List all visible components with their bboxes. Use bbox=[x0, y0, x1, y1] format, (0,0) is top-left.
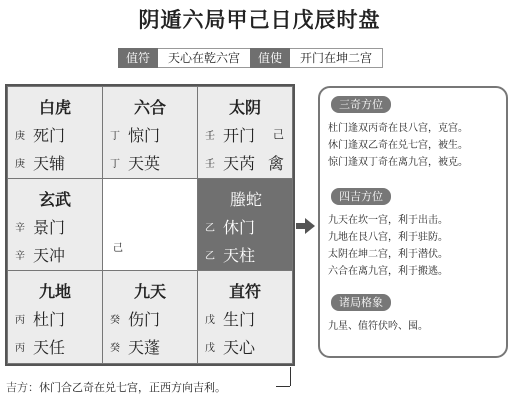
stem-label: 癸 bbox=[110, 315, 120, 326]
sanqi-section-title: 三奇方位 bbox=[331, 96, 391, 113]
stem-label: 癸 bbox=[110, 343, 120, 354]
analysis-panel bbox=[318, 86, 508, 358]
door-label: 景门 bbox=[33, 218, 66, 237]
deity-label: 白虎 bbox=[38, 98, 71, 117]
sisi-line: 太阴在坤二宫，利于潜伏。 bbox=[328, 249, 448, 260]
stem-label: 辛 bbox=[15, 223, 25, 234]
door-label: 休门 bbox=[223, 218, 256, 237]
star-label: 天柱 bbox=[223, 246, 256, 265]
palace-sw bbox=[7, 270, 103, 364]
zhishi-label: 值使 bbox=[250, 48, 290, 68]
sanqi-line: 杜门逢双丙奇在艮八宫，克宫。 bbox=[328, 123, 468, 134]
sisi-line: 六合在离九宫，利于搬逃。 bbox=[328, 266, 448, 277]
stem-label: 乙 bbox=[205, 223, 215, 234]
stem-label: 戊 bbox=[205, 343, 215, 354]
zhishi-value: 开门在坤二宫 bbox=[290, 48, 383, 68]
sisi-line: 九天在坎一宫，利于出击。 bbox=[328, 215, 448, 226]
sanqi-section-lines bbox=[328, 120, 468, 171]
palace-center bbox=[102, 178, 198, 271]
auspicious-text: 休门合乙奇在兑七宫，正西方向吉利。 bbox=[39, 381, 226, 394]
sisi-line: 九地在艮八宫，利于驻防。 bbox=[328, 232, 448, 243]
door-label: 开门 bbox=[223, 126, 256, 145]
center-stem-label: 己 bbox=[113, 243, 123, 254]
auspicious-direction-note bbox=[6, 379, 226, 395]
extra-star-label: 禽 bbox=[267, 154, 284, 173]
door-label: 杜门 bbox=[33, 310, 66, 329]
palace-nw bbox=[7, 86, 103, 179]
door-label: 生门 bbox=[223, 310, 256, 329]
deity-label: 九天 bbox=[133, 282, 166, 301]
sisi-section-lines bbox=[328, 212, 448, 280]
connector-horizontal-line bbox=[276, 386, 290, 387]
connector-vertical-line bbox=[290, 367, 291, 386]
stem-label: 乙 bbox=[205, 251, 215, 262]
deity-label: 螣蛇 bbox=[230, 190, 263, 209]
sanqi-line: 休门逢双乙奇在兑七宫，被生。 bbox=[328, 140, 468, 151]
deity-label: 玄武 bbox=[38, 190, 71, 209]
star-label: 天蓬 bbox=[128, 338, 161, 357]
auspicious-label: 吉方： bbox=[6, 381, 39, 394]
sanqi-line: 惊门逢双丁奇在离九宫，被克。 bbox=[328, 157, 468, 168]
door-label: 死门 bbox=[33, 126, 66, 145]
sisi-section-title: 四吉方位 bbox=[331, 188, 391, 205]
geju-line: 九星、值符伏吟、囤。 bbox=[328, 321, 428, 332]
palace-n bbox=[102, 86, 198, 179]
stem-label: 壬 bbox=[205, 159, 215, 170]
zhifu-label: 值符 bbox=[118, 48, 158, 68]
stem-label: 庚 bbox=[15, 131, 25, 142]
stem-label: 丁 bbox=[110, 131, 120, 142]
geju-section-title: 诸局格象 bbox=[331, 294, 391, 311]
star-label: 天芮 bbox=[223, 154, 256, 173]
palace-s bbox=[102, 270, 198, 364]
star-label: 天心 bbox=[223, 338, 256, 357]
zhi-info-bar bbox=[118, 48, 383, 68]
deity-label: 九地 bbox=[38, 282, 71, 301]
palace-grid bbox=[5, 84, 295, 366]
zhifu-value: 天心在乾六宫 bbox=[158, 48, 250, 68]
star-label: 天英 bbox=[128, 154, 161, 173]
stem-label: 丙 bbox=[15, 343, 25, 354]
arrow-right-icon bbox=[295, 216, 317, 236]
star-label: 天辅 bbox=[33, 154, 66, 173]
stem-label: 丙 bbox=[15, 315, 25, 326]
palace-se bbox=[197, 270, 293, 364]
star-label: 天冲 bbox=[33, 246, 66, 265]
deity-label: 直符 bbox=[228, 282, 261, 301]
door-label: 惊门 bbox=[128, 126, 161, 145]
geju-section-lines bbox=[328, 318, 428, 335]
palace-e bbox=[197, 178, 293, 271]
star-label: 天任 bbox=[33, 338, 66, 357]
stem-label: 丁 bbox=[110, 159, 120, 170]
stem-label: 戊 bbox=[205, 315, 215, 326]
door-label: 伤门 bbox=[128, 310, 161, 329]
palace-ne bbox=[197, 86, 293, 179]
page-title: 阴遁六局甲己日戊辰时盘 bbox=[138, 8, 381, 32]
palace-w bbox=[7, 178, 103, 271]
stem-label: 壬 bbox=[205, 131, 215, 142]
stem-label: 辛 bbox=[15, 251, 25, 262]
extra-stem-label: 己 bbox=[273, 128, 284, 141]
deity-label: 六合 bbox=[133, 98, 166, 117]
stem-label: 庚 bbox=[15, 159, 25, 170]
deity-label: 太阴 bbox=[228, 98, 261, 117]
